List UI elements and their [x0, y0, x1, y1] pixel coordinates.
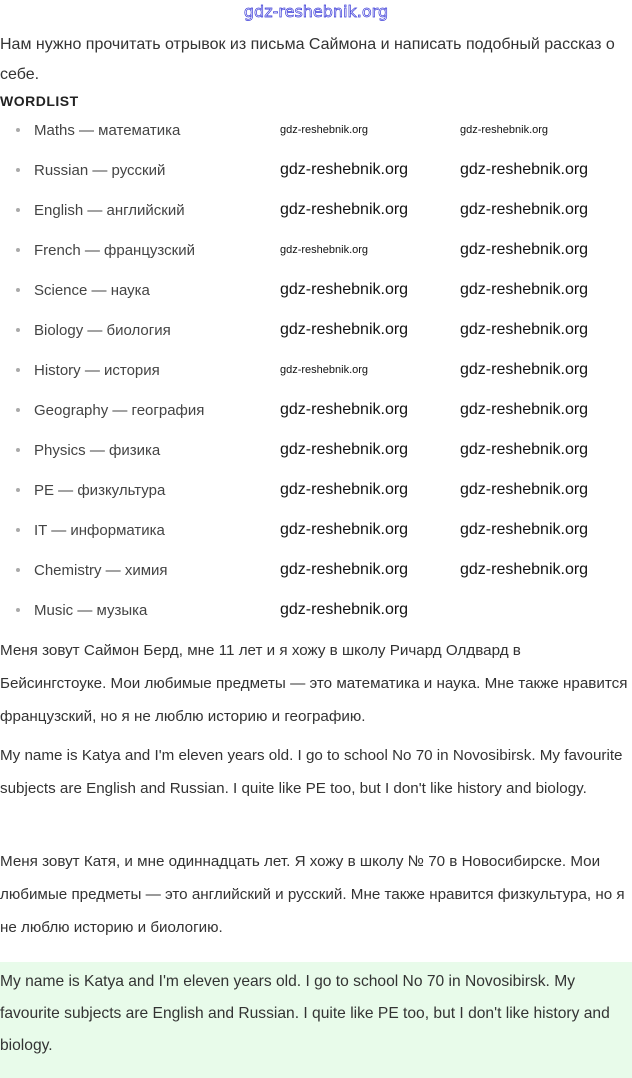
list-item	[0, 470, 204, 510]
watermark: gdz-reshebnik.org	[280, 521, 409, 538]
watermark: gdz-reshebnik.org	[460, 241, 589, 258]
word: Science — наука	[34, 281, 150, 299]
watermark: gdz-reshebnik.org	[280, 281, 409, 298]
header-watermark: gdz-reshebnik.org	[243, 2, 389, 21]
watermark: gdz-reshebnik.org	[460, 401, 589, 418]
watermark: gdz-reshebnik.org	[280, 124, 369, 136]
answer-paragraph: My name is Katya and I'm eleven years old. I go to school No 70 in Novosibirsk. My favourite subjects are English and Russian. I quite like PE too, but I don't like history and biology.	[0, 973, 610, 1054]
list-item	[0, 350, 204, 390]
list-item	[0, 430, 204, 470]
list-item	[0, 110, 204, 150]
watermark: gdz-reshebnik.org	[460, 124, 549, 136]
list-item	[0, 230, 204, 270]
watermark: gdz-reshebnik.org	[460, 321, 589, 338]
watermark: gdz-reshebnik.org	[460, 441, 589, 458]
simon-ru-paragraph: Бейсингстоуке. Мои любимые предметы — это математика и наука. Мне также нравится французский, но я не люблю историю и географию.	[0, 675, 628, 725]
word: PE — физкультура	[34, 481, 166, 499]
bullet-icon	[16, 288, 20, 292]
watermark: gdz-reshebnik.org	[280, 244, 369, 256]
word: Russian — русский	[34, 161, 166, 179]
bullet-icon	[16, 528, 20, 532]
watermark: gdz-reshebnik.org	[460, 561, 589, 578]
watermark: gdz-reshebnik.org	[280, 401, 409, 418]
wordlist-title: WORDLIST	[0, 93, 79, 109]
word: Geography — география	[34, 401, 205, 419]
katya-en-paragraph: My name is Katya and I'm eleven years old. I go to school No 70 in Novosibirsk. My favourite subjects are English and Russian. I quite like PE too, but I don't like history and biology.	[0, 747, 623, 797]
word: Maths — математика	[34, 121, 181, 139]
bullet-icon	[16, 448, 20, 452]
bullet-icon	[16, 368, 20, 372]
word: Chemistry — химия	[34, 561, 168, 579]
list-item	[0, 510, 204, 550]
watermark: gdz-reshebnik.org	[280, 321, 409, 338]
intro-text: Нам нужно прочитать отрывок из письма Саймона и написать подобный рассказ о себе.	[0, 36, 615, 83]
watermark: gdz-reshebnik.org	[460, 481, 589, 498]
watermark: gdz-reshebnik.org	[460, 161, 589, 178]
bullet-icon	[16, 408, 20, 412]
list-item	[0, 190, 204, 230]
list-item	[0, 390, 204, 430]
watermark: gdz-reshebnik.org	[460, 361, 589, 378]
watermark: gdz-reshebnik.org	[280, 601, 409, 618]
word: English — английский	[34, 201, 185, 219]
word: French — французский	[34, 241, 195, 259]
watermark: gdz-reshebnik.org	[280, 201, 409, 218]
watermark: gdz-reshebnik.org	[280, 364, 369, 376]
simon-ru-cut: Меня зовут Саймон Берд, мне 11 лет и я хожу в школу Ричард Олдвард в	[0, 642, 521, 659]
bullet-icon	[16, 128, 20, 132]
watermark: gdz-reshebnik.org	[280, 481, 409, 498]
list-item	[0, 590, 204, 630]
katya-ru-paragraph: Меня зовут Катя, и мне одиннадцать лет. Я хожу в школу № 70 в Новосибирске. Мои любимые предметы — это английский и русский. Мне также нравится физкультура, но я не люблю историю и биологию.	[0, 853, 625, 936]
bullet-icon	[16, 208, 20, 212]
bullet-icon	[16, 328, 20, 332]
list-item	[0, 310, 204, 350]
watermark: gdz-reshebnik.org	[460, 521, 589, 538]
list-item	[0, 150, 204, 190]
watermark: gdz-reshebnik.org	[280, 161, 409, 178]
bullet-icon	[16, 568, 20, 572]
watermark: gdz-reshebnik.org	[280, 561, 409, 578]
bullet-icon	[16, 488, 20, 492]
bullet-icon	[16, 168, 20, 172]
watermark: gdz-reshebnik.org	[280, 441, 409, 458]
word: History — история	[34, 361, 160, 379]
wordlist	[0, 110, 204, 630]
bullet-icon	[16, 608, 20, 612]
list-item	[0, 270, 204, 310]
word: Music — музыка	[34, 601, 148, 619]
watermark: gdz-reshebnik.org	[460, 281, 589, 298]
word: Biology — биология	[34, 321, 171, 339]
bullet-icon	[16, 248, 20, 252]
word: IT — информатика	[34, 521, 165, 539]
word: Physics — физика	[34, 441, 161, 459]
watermark: gdz-reshebnik.org	[460, 201, 589, 218]
list-item	[0, 550, 204, 590]
